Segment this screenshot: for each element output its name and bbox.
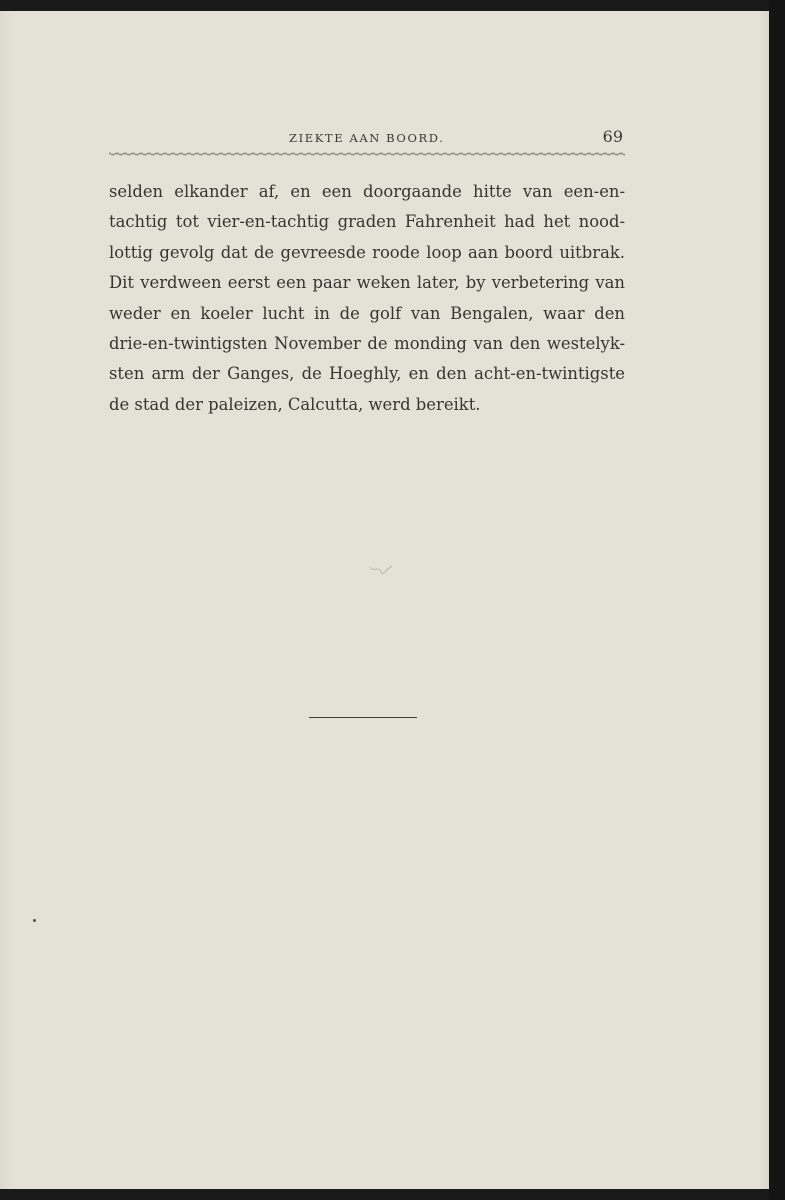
chapter-title: ZIEKTE AAN BOORD.	[289, 131, 445, 145]
text-line: drie-en-twintigsten November de monding van den westelyk-	[109, 334, 625, 354]
page-number: 69	[602, 127, 623, 146]
paper-speck	[33, 919, 36, 922]
book-page	[0, 11, 769, 1189]
text-line: de stad der paleizen, Calcutta, werd bereikt.	[109, 394, 481, 414]
running-head	[109, 123, 625, 159]
text-line: selden elkander af, en een doorgaande hitte van een-en-	[109, 182, 625, 201]
decorative-wavy-rule	[109, 151, 625, 157]
text-line: tachtig tot vier-en-tachtig graden Fahrenheit had het nood-	[109, 212, 625, 232]
text-line: sten arm der Ganges, de Hoeghly, en den acht-en-twintigste	[109, 364, 625, 384]
body-paragraph	[109, 177, 625, 420]
ink-smudge	[368, 563, 396, 585]
text-line: weder en koeler lucht in de golf van Bengalen, waar den	[109, 303, 625, 323]
scan-edge	[769, 0, 785, 1200]
text-line: lottig gevolg dat de gevreesde roode loop aan boord uitbrak.	[109, 242, 625, 262]
section-end-rule	[309, 717, 417, 718]
text-line: Dit verdween eerst een paar weken later, by verbetering van	[109, 273, 625, 293]
